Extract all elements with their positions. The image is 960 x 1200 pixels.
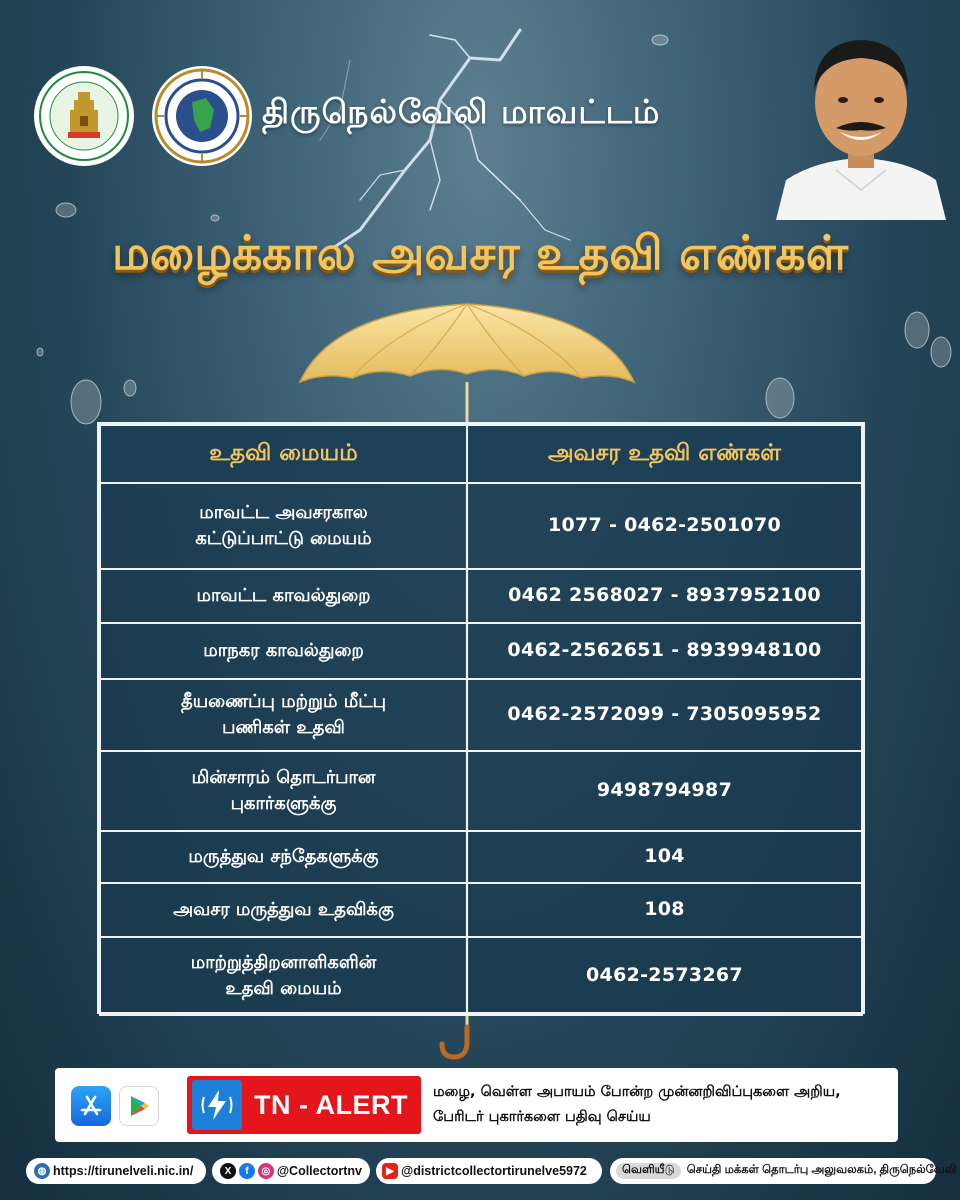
- center-name-cell: மின்சாரம் தொடர்பான புகார்களுக்கு: [100, 751, 467, 831]
- sdma-emblem-icon: [152, 66, 252, 166]
- tn-alert-bar: [55, 1068, 898, 1142]
- youtube-link[interactable]: [376, 1158, 602, 1184]
- globe-icon: ◍: [34, 1163, 50, 1179]
- youtube-handle-text: @districtcollectortirunelve5972: [401, 1164, 587, 1178]
- table-header-row: [100, 425, 862, 483]
- play-store-icon[interactable]: [119, 1086, 159, 1126]
- table-row: [100, 569, 862, 623]
- table-row: [100, 751, 862, 831]
- table-row: [100, 679, 862, 751]
- helpline-table: [97, 422, 865, 1014]
- tn-emblem-icon: [34, 66, 134, 166]
- tn-alert-description: மழை, வெள்ள அபாயம் போன்ற முன்னறிவிப்புகளை அறிய, பேரிடர் புகார்களை பதிவு செய்ய: [433, 1084, 841, 1125]
- center-name-cell: மருத்துவ சந்தேகளுக்கு: [100, 831, 467, 883]
- instagram-icon: ◎: [258, 1163, 274, 1179]
- facebook-icon: f: [239, 1163, 255, 1179]
- tn-alert-label: TN - ALERT: [254, 1089, 408, 1120]
- social-links[interactable]: [212, 1158, 370, 1184]
- phone-number-cell[interactable]: 1077 - 0462-2501070: [467, 483, 862, 569]
- center-name-cell: மாநகர காவல்துறை: [100, 623, 467, 679]
- district-title: திருநெல்வேலி மாவட்டம்: [262, 92, 661, 131]
- publisher-credit: [610, 1158, 957, 1184]
- app-store-icon[interactable]: [71, 1086, 111, 1126]
- social-handle-text: @Collectortnv: [276, 1164, 362, 1178]
- website-text: https://tirunelveli.nic.in/: [53, 1164, 194, 1178]
- phone-number-cell[interactable]: 0462 2568027 - 8937952100: [467, 569, 862, 623]
- table-row: [100, 623, 862, 679]
- main-title: மழைக்கால அவசர உதவி எண்கள்: [111, 226, 849, 281]
- table-row: [100, 937, 862, 1015]
- center-name-cell: மாற்றுத்திறனாளிகளின் உதவி மையம்: [100, 937, 467, 1015]
- column-header-numbers: அவசர உதவி எண்கள்: [467, 425, 862, 483]
- tn-alert-icon: [192, 1080, 242, 1130]
- phone-number-cell[interactable]: 0462-2562651 - 8939948100: [467, 623, 862, 679]
- credit-label: வெளியீடு: [616, 1163, 681, 1179]
- credit-text: செய்தி மக்கள் தொடர்பு அலுவலகம், திருநெல்வேலி: [686, 1164, 957, 1176]
- phone-number-cell[interactable]: 9498794987: [467, 751, 862, 831]
- center-name-cell: மாவட்ட அவசரகால கட்டுப்பாட்டு மையம்: [100, 483, 467, 569]
- table-row: [100, 831, 862, 883]
- table-row: [100, 483, 862, 569]
- portrait-photo: [776, 20, 946, 220]
- phone-number-cell[interactable]: 0462-2573267: [467, 937, 862, 1015]
- phone-number-cell[interactable]: 0462-2572099 - 7305095952: [467, 679, 862, 751]
- table-row: [100, 883, 862, 937]
- website-link[interactable]: [26, 1158, 206, 1184]
- tn-alert-app-badge[interactable]: [187, 1076, 421, 1134]
- phone-number-cell[interactable]: 104: [467, 831, 862, 883]
- center-name-cell: மாவட்ட காவல்துறை: [100, 569, 467, 623]
- center-name-cell: அவசர மருத்துவ உதவிக்கு: [100, 883, 467, 937]
- column-header-center: உதவி மையம்: [100, 425, 467, 483]
- x-icon: X: [220, 1163, 236, 1179]
- phone-number-cell[interactable]: 108: [467, 883, 862, 937]
- center-name-cell: தீயணைப்பு மற்றும் மீட்பு பணிகள் உதவி: [100, 679, 467, 751]
- footer: [0, 1150, 960, 1200]
- youtube-icon: ▶: [382, 1163, 398, 1179]
